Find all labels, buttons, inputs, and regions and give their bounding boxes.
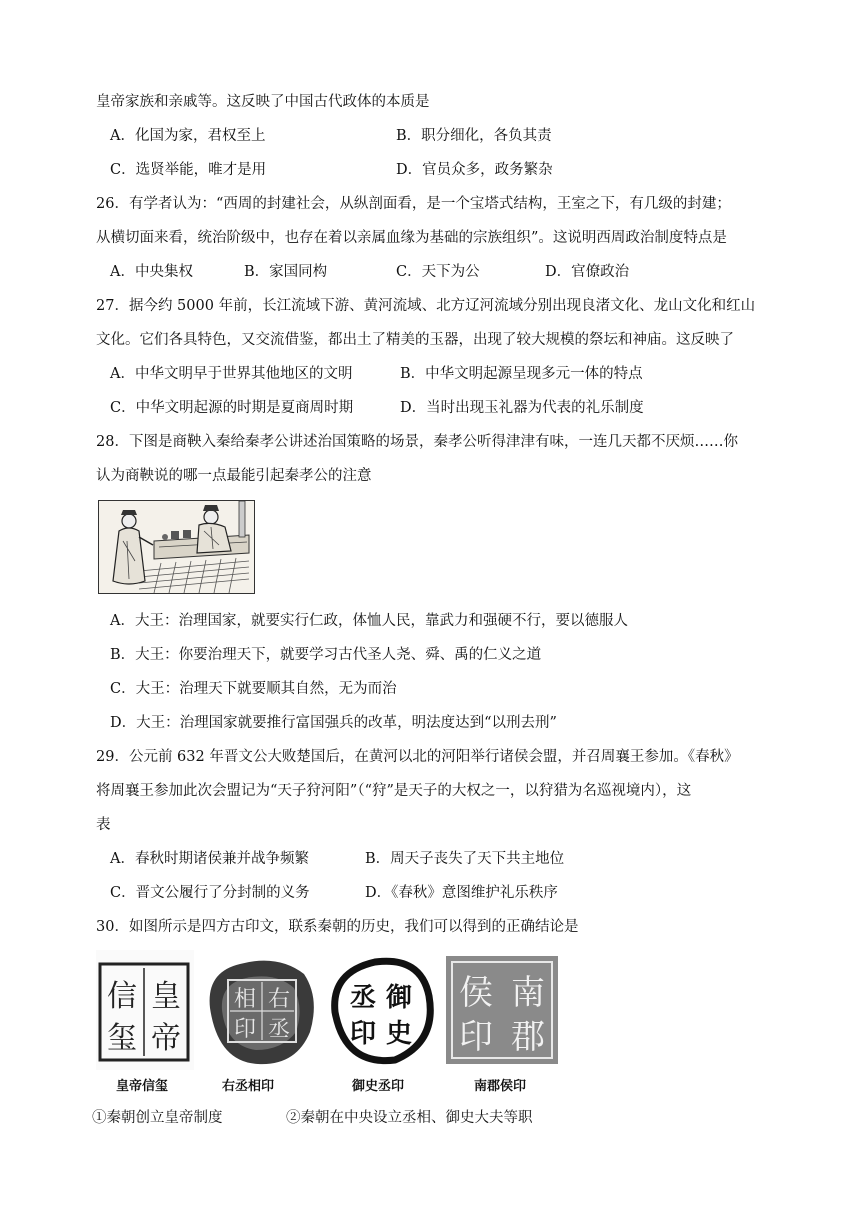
q29-option-b[interactable]: B．周天子丧失了天下共主地位 (365, 851, 565, 867)
q27-option-d[interactable]: D．当时出现玉礼器为代表的礼乐制度 (400, 400, 644, 416)
q26-stem-line-1: 26．有学者认为：“西周的封建社会，从纵剖面看，是一个宝塔式结构，王室之下，有几级的封建； (96, 196, 731, 212)
q29-stem-line-1: 29．公元前 632 年晋文公大败楚国后，在黄河以北的河阳举行诸侯会盟，并召周襄王参加。《春秋》 (96, 749, 739, 765)
svg-text:帝: 帝 (151, 1021, 181, 1056)
q28-stem-line-1: 28．下图是商鞅入秦给秦孝公讲述治国策略的场景，秦孝公听得津津有味，一连几天都不厌烦……你 (96, 434, 738, 450)
seal-you-chengxiang-yin (196, 950, 322, 1074)
seal-caption-1: 皇帝信玺 (116, 1079, 169, 1094)
svg-text:玺: 玺 (107, 1021, 137, 1056)
seal-yushi-cheng-yin (325, 950, 437, 1074)
seal-caption-2: 右丞相印 (222, 1079, 275, 1094)
svg-text:御: 御 (385, 983, 413, 1013)
svg-text:史: 史 (385, 1019, 413, 1049)
svg-text:印: 印 (459, 1017, 493, 1057)
q25-option-c[interactable]: C．选贤举能，唯才是用 (110, 162, 267, 178)
q28-option-b[interactable]: B．大王：你要治理天下，就要学习古代圣人尧、舜、禹的仁义之道 (110, 647, 542, 663)
q29-option-a[interactable]: A．春秋时期诸侯兼并战争频繁 (110, 851, 309, 867)
svg-text:印: 印 (233, 1017, 257, 1042)
q25-option-b[interactable]: B．职分细化，各负其责 (396, 128, 552, 144)
shang-yang-illustration (98, 500, 255, 594)
seal-caption-3: 御史丞印 (352, 1079, 405, 1094)
q27-option-c[interactable]: C．中华文明起源的时期是夏商周时期 (110, 400, 354, 416)
svg-text:丞: 丞 (267, 1017, 291, 1042)
q30-statement-1: ①秦朝创立皇帝制度 (92, 1110, 223, 1126)
q25-stem-end: 皇帝家族和亲戚等。这反映了中国古代政体的本质是 (96, 94, 430, 110)
q29-option-d[interactable]: D．《春秋》意图维护礼乐秩序 (365, 885, 558, 901)
svg-text:印: 印 (349, 1019, 377, 1049)
q26-option-a[interactable]: A．中央集权 (110, 264, 193, 280)
q29-option-c[interactable]: C．晋文公履行了分封制的义务 (110, 885, 310, 901)
svg-text:右: 右 (267, 987, 291, 1012)
svg-text:相: 相 (233, 987, 257, 1012)
q30-statement-2: ②秦朝在中央设立丞相、御史大夫等职 (286, 1110, 533, 1126)
q26-option-b[interactable]: B．家国同构 (244, 264, 328, 280)
svg-text:郡: 郡 (511, 1017, 545, 1057)
q27-option-b[interactable]: B．中华文明起源呈现多元一体的特点 (400, 366, 643, 382)
svg-text:信: 信 (107, 979, 137, 1014)
seal-caption-4: 南郡侯印 (474, 1079, 527, 1094)
q28-option-a[interactable]: A．大王：治理国家，就要实行仁政，体恤人民，靠武力和强硬不行，要以德服人 (110, 613, 628, 629)
seal-nanjun-hou-yin (442, 950, 562, 1074)
q30-stem: 30．如图所示是四方古印文，联系秦朝的历史，我们可以得到的正确结论是 (96, 919, 579, 935)
svg-text:皇: 皇 (151, 979, 181, 1014)
q27-stem-line-2: 文化。它们各具特色，又交流借鉴，都出土了精美的玉器，出现了较大规模的祭坛和神庙。这反映了 (96, 332, 734, 348)
q25-option-d[interactable]: D．官员众多，政务繁杂 (396, 162, 553, 178)
q26-stem-line-2: 从横切面来看，统治阶级中，也存在着以亲属血缘为基础的宗族组织”。这说明西周政治制度特点是 (96, 230, 727, 246)
svg-text:丞: 丞 (349, 983, 377, 1013)
seal-huangdi-xinxi (96, 950, 194, 1074)
svg-text:南: 南 (511, 973, 545, 1013)
q25-option-a[interactable]: A．化国为家，君权至上 (110, 128, 266, 144)
q27-option-a[interactable]: A．中华文明早于世界其他地区的文明 (110, 366, 353, 382)
q28-stem-line-2: 认为商鞅说的哪一点最能引起秦孝公的注意 (96, 468, 372, 484)
q29-stem-line-3: 表 (96, 817, 111, 833)
q26-option-c[interactable]: C．天下为公 (396, 264, 480, 280)
q29-stem-line-2: 将周襄王参加此次会盟记为“天子狩河阳”（“狩”是天子的大权之一，以狩猎为名巡视境内），这 (96, 783, 692, 799)
q27-stem-line-1: 27．据今约 5000 年前，长江流域下游、黄河流域、北方辽河流域分别出现良渚文化、龙山文化和红山 (96, 298, 756, 314)
q26-option-d[interactable]: D．官僚政治 (545, 264, 630, 280)
q28-option-c[interactable]: C．大王：治理天下就要顺其自然，无为而治 (110, 681, 397, 697)
q28-option-d[interactable]: D．大王：治理国家就要推行富国强兵的改革，明法度达到“以刑去刑” (110, 715, 557, 731)
svg-text:侯: 侯 (459, 973, 493, 1013)
